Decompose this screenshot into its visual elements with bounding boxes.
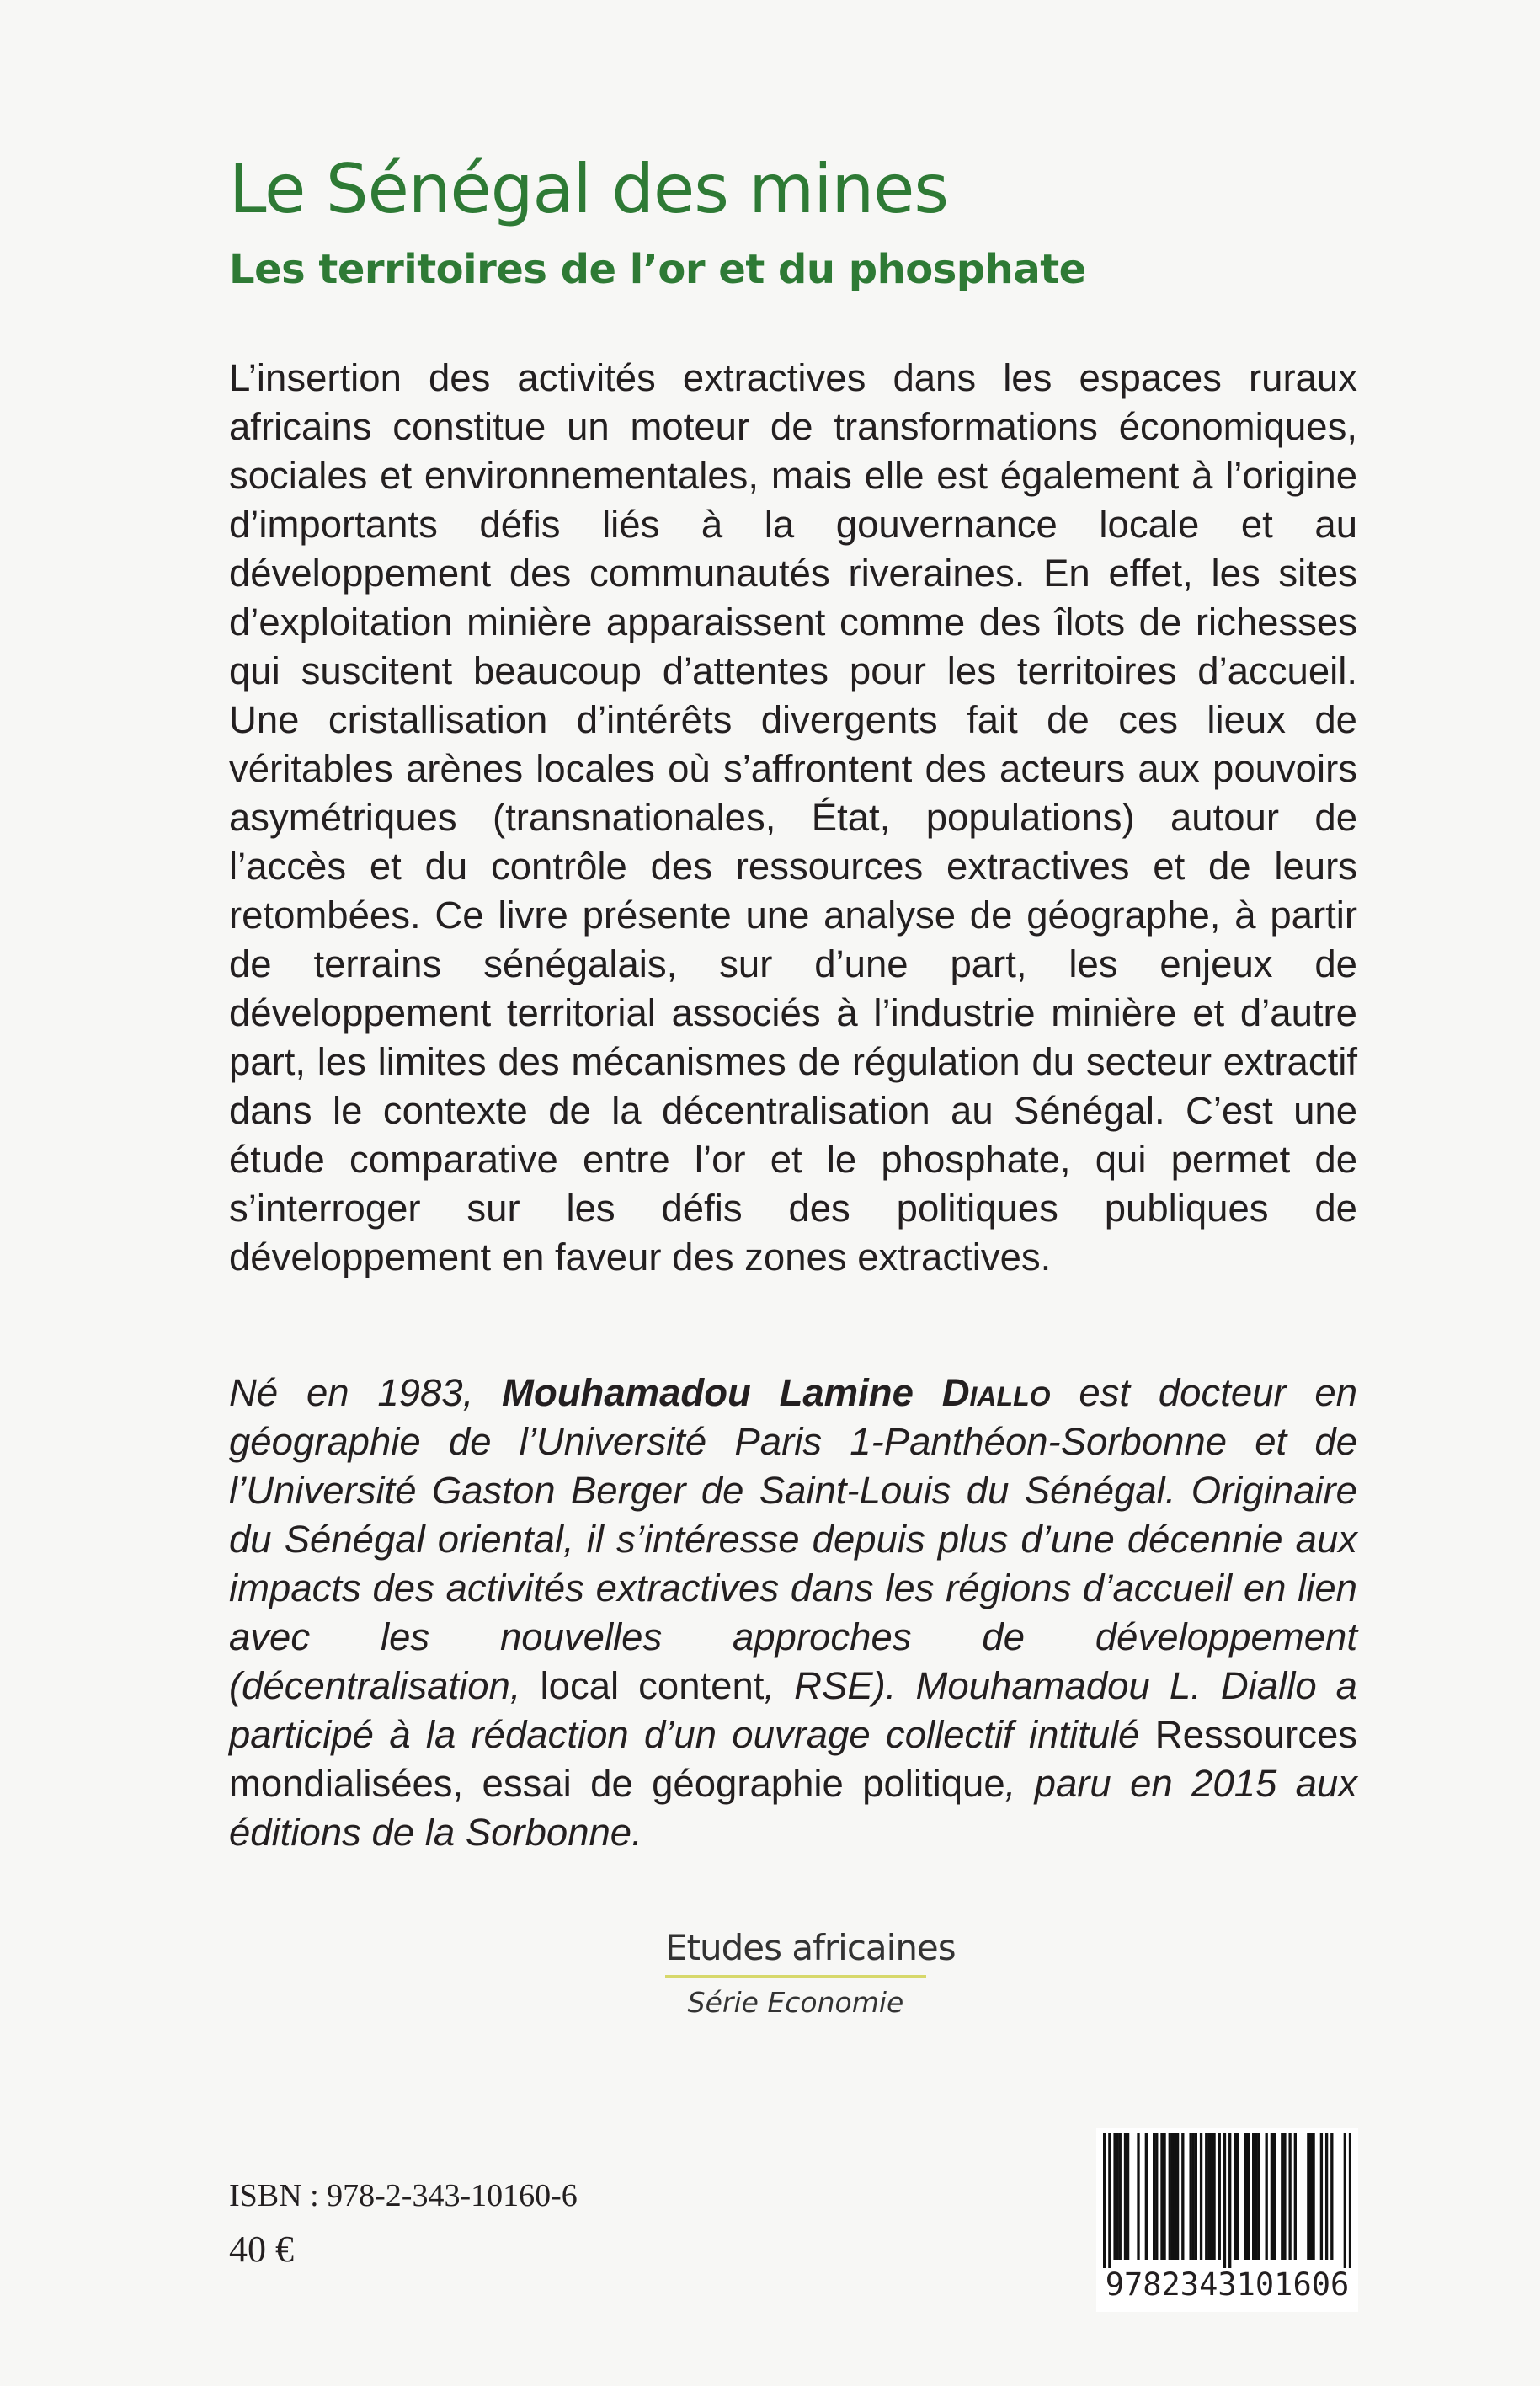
barcode-bar <box>1312 2133 1314 2260</box>
bio-local-content: local content <box>520 1664 765 1707</box>
barcode-bar <box>1255 2133 1257 2260</box>
series-block <box>665 1927 956 2019</box>
barcode-bars <box>1103 2133 1351 2268</box>
barcode-bar <box>1257 2133 1260 2260</box>
barcode-bar <box>1192 2133 1195 2260</box>
author-bio <box>229 1369 1357 1857</box>
barcode-bar <box>1223 2133 1226 2268</box>
bio-book-reference: Ressources mondialisées, essai de géographie politique <box>229 1713 1358 1805</box>
isbn: ISBN : 978-2-343-10160-6 <box>229 2178 578 2213</box>
bio-text-3: , paru en 2015 aux éditions de la Sorbonne. <box>229 1762 1357 1854</box>
barcode-bar <box>1103 2133 1106 2268</box>
barcode-bar <box>1171 2133 1174 2260</box>
barcode-bar <box>1325 2133 1328 2260</box>
barcode-bar <box>1344 2133 1346 2268</box>
barcode-bar <box>1119 2133 1122 2260</box>
barcode-bar <box>1247 2133 1250 2260</box>
barcode-bar <box>1169 2133 1171 2260</box>
barcode-bar <box>1309 2133 1312 2260</box>
barcode-bar <box>1205 2133 1207 2260</box>
barcode-bar <box>1127 2133 1129 2260</box>
barcode-bar <box>1124 2133 1127 2260</box>
barcode-bar <box>1283 2133 1286 2260</box>
series-subtitle: Série Economie <box>687 1986 904 2019</box>
barcode-bar <box>1307 2133 1309 2260</box>
barcode-bar <box>1163 2133 1165 2260</box>
barcode-bar <box>1181 2133 1184 2260</box>
barcode-bar <box>1281 2133 1283 2260</box>
barcode-digits: 9782343101606 <box>1105 2266 1350 2303</box>
barcode-bar <box>1252 2133 1255 2260</box>
book-subtitle: Les territoires de l’or et du phosphate <box>229 246 1086 293</box>
barcode-bar <box>1160 2133 1163 2260</box>
bio-text-1: est docteur en géographie de l’Université Paris 1-Panthéon-Sorbonne et de l’Université Gaston Berger de Saint-Louis du Sénégal. Originaire du Sénégal oriental, il s’intéresse depuis plus d’une décennie aux impacts des activités extractives dans les régions d’accueil en lien avec les nouvelles approches de développement (décentralisation, <box>229 1371 1358 1707</box>
barcode-bar <box>1155 2133 1158 2260</box>
barcode-bar <box>1207 2133 1210 2260</box>
barcode-bar <box>1153 2133 1155 2260</box>
barcode-bar <box>1228 2133 1231 2268</box>
barcode-bar <box>1294 2133 1297 2260</box>
barcode-bar <box>1210 2133 1212 2260</box>
book-title: Le Sénégal des mines <box>229 150 949 228</box>
author-first-name: Mouhamadou Lamine <box>502 1371 942 1414</box>
barcode-bar <box>1236 2133 1239 2260</box>
barcode-bar <box>1273 2133 1276 2260</box>
barcode-bar <box>1108 2133 1111 2268</box>
bio-intro: Né en 1983, <box>229 1371 503 1414</box>
barcode-bar <box>1212 2133 1215 2260</box>
barcode-bar <box>1145 2133 1148 2260</box>
barcode-bar <box>1234 2133 1236 2260</box>
barcode-bar <box>1271 2133 1273 2260</box>
barcode-bar <box>1349 2133 1351 2268</box>
series-name: Etudes africaines <box>665 1927 956 1968</box>
barcode-bar <box>1195 2133 1197 2260</box>
series-divider <box>665 1975 926 1978</box>
book-blurb: L’insertion des activités extractives dans les espaces ruraux africains constitue un moteur de transformations économiques, sociales et environnementales, mais elle est également à l’origine d’importants défis liés à la gouvernance locale et au développement des communautés riveraines. En effet, les sites d’exploitation minière apparaissent comme des îlots de richesses qui suscitent beaucoup d’attentes pour les territoires d’accueil. Une cristallisation d’intérêts divergents fait de ces lieux de véritables arènes locales où s’affrontent des acteurs aux pouvoirs asymétriques (transnationales, État, populations) autour de l’accès et du contrôle des ressources extractives et de leurs retombées. Ce livre présente une analyse de géographe, à partir de terrains sénégalais, sur d’une part, les enjeux de développement territorial associés à l’industrie minière et d’autre part, les limites des mécanismes de régulation du secteur extractif dans le contexte de la décentralisation au Sénégal. C’est une étude comparative entre l’or et le phosphate, qui permet de s’interroger sur les défis des politiques publiques de développement en faveur des zones extractives. <box>229 356 1357 1278</box>
barcode <box>1096 2128 1358 2312</box>
barcode-bar <box>1137 2133 1139 2260</box>
barcode-bar <box>1189 2133 1191 2260</box>
barcode-bar <box>1218 2133 1221 2260</box>
barcode-bar <box>1320 2133 1323 2260</box>
barcode-bar <box>1244 2133 1247 2260</box>
barcode-bar <box>1113 2133 1116 2260</box>
barcode-bar <box>1174 2133 1176 2260</box>
barcode-bar <box>1266 2133 1268 2260</box>
author-last-name: Diallo <box>941 1371 1051 1414</box>
price: 40 € <box>229 2229 294 2270</box>
barcode-bar <box>1288 2133 1291 2260</box>
barcode-bar <box>1116 2133 1119 2260</box>
barcode-bar <box>1176 2133 1179 2260</box>
bio-text-2: , RSE). Mouhamadou L. Diallo a participé à la rédaction d’un ouvrage collectif intitulé <box>229 1664 1357 1756</box>
barcode-bar <box>1330 2133 1333 2260</box>
barcode-bar <box>1200 2133 1202 2260</box>
